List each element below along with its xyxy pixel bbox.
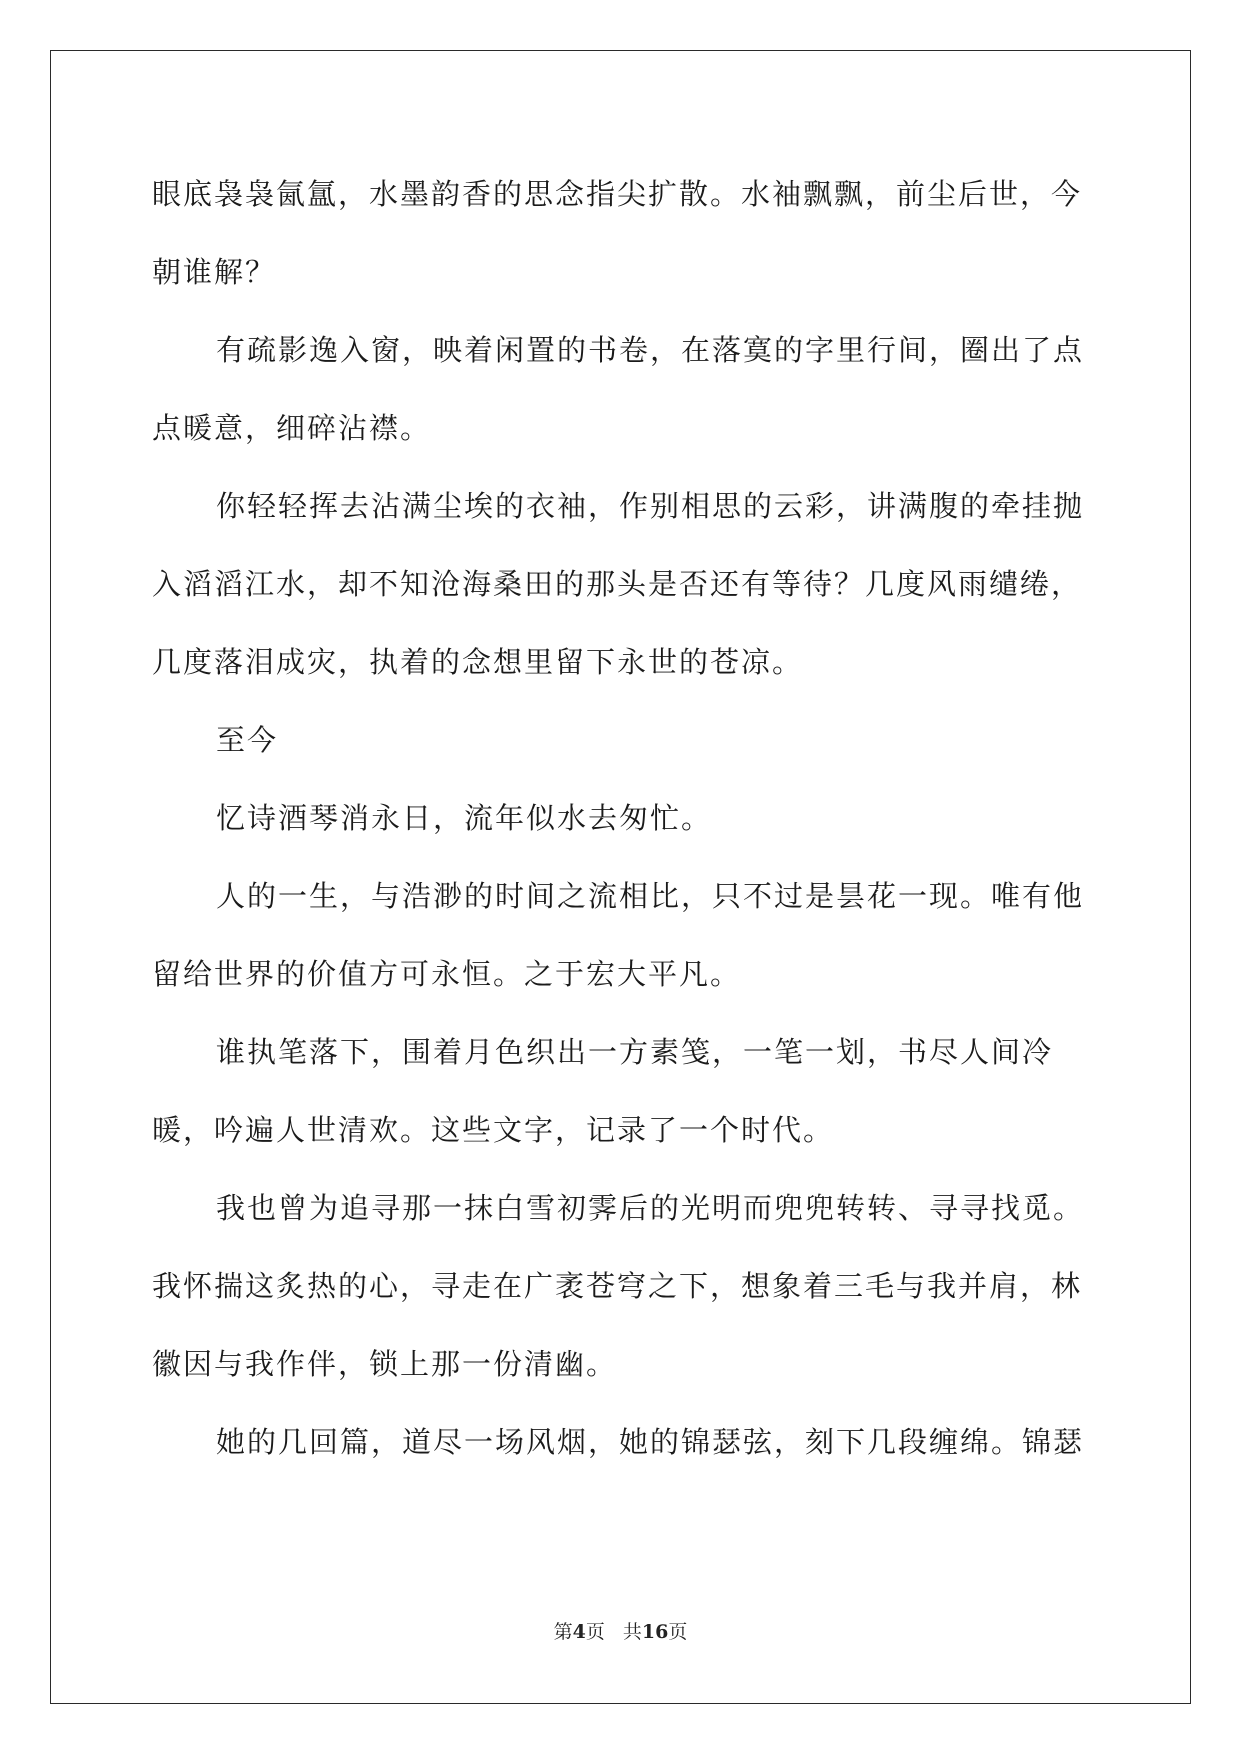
paragraph-9: 她的几回篇，道尽一场风烟，她的锦瑟弦，刻下几段缠绵。锦瑟 xyxy=(216,1425,1085,1459)
page-current: 4 xyxy=(572,1621,586,1643)
paragraph-1: 眼底袅袅氤氲，水墨韵香的思念指尖扩散。水袖飘飘，前尘后世，今朝谁解？ xyxy=(152,177,1083,289)
paragraph-7: 谁执笔落下，围着月色织出一方素笺，一笔一划，书尽人间冷暖，吟遍人世清欢。这些文字，记录了一个时代。 xyxy=(152,1035,1054,1147)
paragraph-4: 至今 xyxy=(216,723,279,757)
paragraph-3: 你轻轻挥去沾满尘埃的衣袖，作别相思的云彩，讲满腹的牵挂抛入滔滔江水，却不知沧海桑田的那头是否还有等待？几度风雨缱绻，几度落泪成灾，执着的念想里留下永世的苍凉。 xyxy=(152,489,1085,679)
document-body xyxy=(152,155,1092,1481)
total-unit: 页 xyxy=(668,1621,688,1643)
paragraph-6: 人的一生，与浩渺的时间之流相比，只不过是昙花一现。唯有他留给世界的价值方可永恒。之于宏大平凡。 xyxy=(152,879,1085,991)
paragraph-8: 我也曾为追寻那一抹白雪初霁后的光明而兜兜转转、寻寻找觅。我怀揣这炙热的心，寻走在广袤苍穹之下，想象着三毛与我并肩，林徽因与我作伴，锁上那一份清幽。 xyxy=(152,1191,1085,1381)
paragraph-5: 忆诗酒琴消永日，流年似水去匆忙。 xyxy=(216,801,713,835)
page-unit: 页 xyxy=(585,1621,605,1643)
paragraph-2: 有疏影逸入窗，映着闲置的书卷，在落寞的字里行间，圈出了点点暖意，细碎沾襟。 xyxy=(152,333,1085,445)
page-prefix: 第 xyxy=(553,1621,573,1643)
page-footer xyxy=(0,1617,1241,1644)
page-total: 16 xyxy=(641,1621,669,1643)
total-prefix: 共 xyxy=(622,1621,642,1643)
